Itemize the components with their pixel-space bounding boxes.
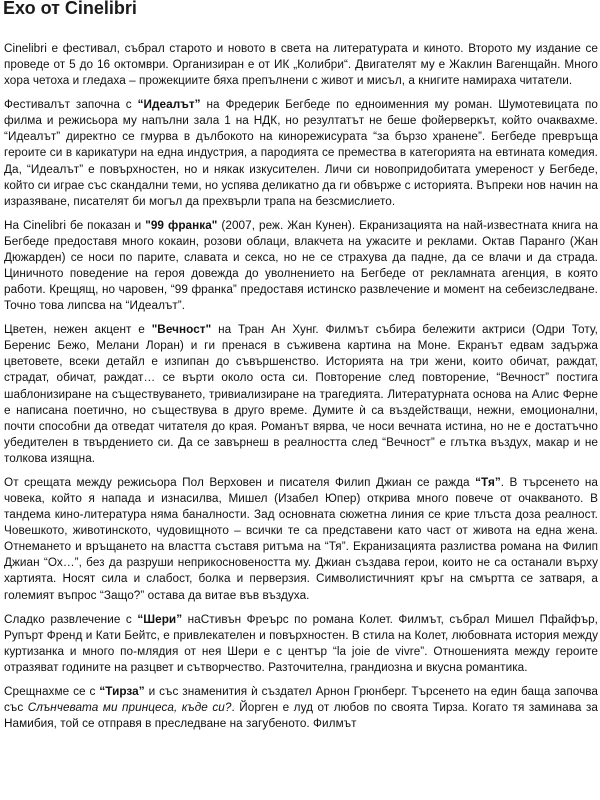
paragraph-text: Фестивалът започна с xyxy=(4,98,138,112)
paragraph-text: на Тран Ан Хунг. Филмът събира бележити актриси (Одри Тоту, Беренис Бежо, Мелани Лоран) и ги пренася в съживена картина на Моне. Екранът едвам задържа цветовете, всеки детайл е изпипан до съвършенство. Историята на три жени, които обичат, раждат, страдат, обичат, раждат… се върти около оста си. Повторение след повторение, “Вечност” постига шаблонизиране на съществуването, тривиализиране на трагедията. Литературната основа на Алис Ферне е написана поетично, но съществува в друго време. Думите ѝ са въздействащи, нежни, емоционални, почти способни да отведат читателя до края. Романът вярва, че носи вечната истина, но не е достатъчно убедителен в твърдението си. Да се завърнеш в реалността след “Вечност” е глътка въздух, макар и не толкова изящна. xyxy=(4,323,598,465)
paragraph-cheri xyxy=(4,612,598,676)
paragraph-text: (2007, реж. Жан Кунен). Екранизацията на най-известната книга на Бегбеде предоставя много кокаин, розови облаци, влакчета на ужасите и реклами. Октав Паранго (Жан Дюжарден) се носи по парите, славата и секса, но не се страхува да падне, да се влачи и да страда. Циничното поведение на героя довежда до уволнението на Бегбеде от рекламната агенция, в която работи. Крещящ, но чаровен, “99 франка” предоставя истинско развлечение и момент на себеизследване. Точно това липсва на “Идеалът”. xyxy=(4,218,598,313)
paragraph-text: на Фредерик Бегбеде по едноименния му роман. Шумотевицата по филма и режисьора му напълни зала 1 на НДК, но резултатът не беше фойерверкът, който очаквахме. “Идеалът” директно се гмурва в дълбокото на кинорежисурата “за бързо хранене”. Бегбеде превръща героите си в карикатури на една индустрия, а пародията се премества в категорията на евтината комедия. Да, “Идеалът” е повърхностен, но и някак изкусителен. Личи си новопридобитата умереност у Бегбеде, който си играе със скандални теми, но успява деликатно да ги обвърже с историята. Въпреки нов начин на изразяване, писателят би могъл да прехвърли трапа на безсмислието. xyxy=(4,98,598,208)
paragraph-text: Цветен, нежен акцент е xyxy=(4,323,152,337)
paragraph-text: Срещнахме се с xyxy=(4,684,100,698)
paragraph-tirza xyxy=(4,684,598,732)
paragraph-text: наСтивън Фреърс по романа Колет. Филмът, събрал Мишел Пфайфър, Рупърт Френд и Кати Бейтс, е привлекателен и повърхностен. В стила на Колет, любовната история между куртизанка и много по-млядия от нея Шери е с център “la joie de vivre”. Отношенията между героите отразяват годините на разцвет и сътворчество. Разточителна, грандиозна и вкусна романтика. xyxy=(4,612,598,674)
paragraph-text: На Cinelibri бе показан и xyxy=(4,218,146,232)
film-title-cheri: “Шери” xyxy=(137,612,183,626)
paragraph-99-francs xyxy=(4,218,598,315)
paragraph-eternity xyxy=(4,322,598,467)
film-title-elle: “Тя” xyxy=(475,475,501,489)
page-title: Ехо от Cinelibri xyxy=(3,0,137,18)
article-body xyxy=(4,41,598,740)
paragraph-text: От срещата между режисьора Пол Верховен и писателя Филип Джиан се ражда xyxy=(4,475,476,489)
paragraph-text: . В търсенето на човека, който я напада и изнасилва, Мишел (Изабел Юпер) открива много повече от очакваното. В тандема кино-литература няма баналности. Зад основната сюжетна линия се крие тлъста доза реалност. Човешкото, животинското, чудовищното – всички те са представени като част от живота на една жена. Отнемането и връщането на властта съставя ритъма на “Тя”. Екранизацията разлиства романа на Филип Джиан “Ох…”, без да разруши неприкосновеността му. Джиан създава герои, които не са останали върху хартията. Носят сила и слабост, болка и перверзия. Символистичният кръг на смъртта се затваря, а големият въпрос “Защо?” остава да витае във въздуха. xyxy=(4,475,598,602)
film-title-99-francs: "99 франка" xyxy=(145,218,218,232)
paragraph-intro xyxy=(4,41,598,89)
paragraph-text: Cinelibri е фестивал, събрал старото и новото в света на литературата и киното. Второто му издание се проведе от 5 до 16 октомври. Организиран е от ИК „Колибри“. Двигателят му е Жаклин Вагенщайн. Много хора четоха и гледаха – прожекциите бяха препълнени с живот и мисъл, а книгите намираха читатели. xyxy=(4,42,598,88)
paragraph-text: и със знаменития ѝ създател Арнон Грюнберг. Търсенето на един баща започва със xyxy=(4,684,598,714)
paragraph-elle xyxy=(4,475,598,604)
paragraph-text: Сладко развлечение с xyxy=(4,612,138,626)
film-title-tirza: “Тирза” xyxy=(99,684,145,698)
film-title-eternity: "Вечност" xyxy=(151,323,212,337)
book-title-sunny-princess: Слънчевата ми принцеса, къде си? xyxy=(27,700,232,714)
film-title-ideal: “Идеалът” xyxy=(137,98,201,112)
paragraph-text: . Йорген е луд от любов по своята Тирза. Когато тя заминава за Намибия, той се отправя в преследване на загубеното. Филмът xyxy=(4,700,599,730)
paragraph-ideal xyxy=(4,97,598,210)
